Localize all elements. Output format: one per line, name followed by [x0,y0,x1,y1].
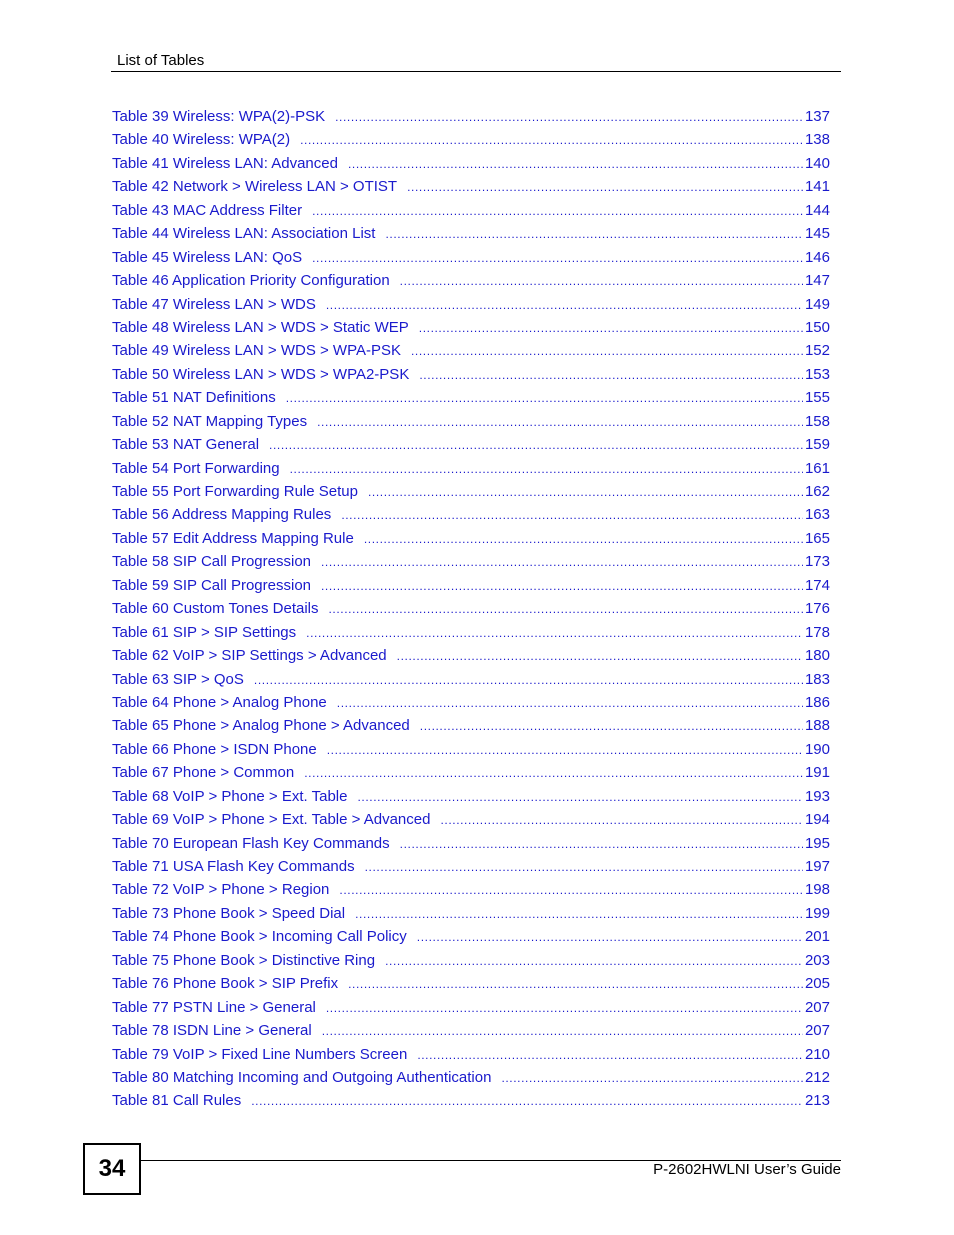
toc-entry[interactable] [112,503,830,526]
toc-entry-page: 150 [804,318,830,336]
toc-entry-page: 137 [804,108,830,125]
toc-entry-label: Table 52 NAT Mapping Types [112,412,308,430]
toc-dot-leader [501,1067,803,1090]
toc-entry-page: 191 [804,764,830,782]
toc-entry-page: 138 [804,131,830,149]
toc-entry-label: Table 45 Wireless LAN: QoS [112,248,303,266]
toc-entry[interactable] [112,644,830,667]
toc-entry[interactable] [112,1019,830,1042]
toc-entry[interactable] [112,246,830,269]
toc-entry-page: 147 [804,272,830,290]
toc-entry-page: 174 [804,576,830,594]
toc-entry-page: 141 [804,178,830,196]
header-divider [111,71,841,72]
toc-entry-page: 197 [804,858,830,875]
toc-entry[interactable] [112,339,830,362]
toc-dot-leader [348,153,803,176]
toc-dot-leader [341,504,803,527]
toc-dot-leader [300,129,803,152]
toc-entry[interactable] [112,527,830,550]
toc-entry-page: 212 [804,1068,830,1086]
toc-dot-leader [407,176,803,199]
page-number-box [83,1143,141,1195]
toc-dot-leader [290,458,803,481]
toc-entry-page: 210 [804,1045,830,1063]
toc-entry-page: 203 [804,951,830,969]
toc-entry-page: 207 [804,1022,830,1040]
toc-entry-page: 146 [804,248,830,266]
toc-entry-page: 205 [804,975,830,993]
toc-dot-leader [385,950,803,973]
toc-entry-page: 152 [804,342,830,360]
toc-dot-leader [269,434,803,457]
running-header-title: List of Tables [117,52,205,69]
page-number: 34 [98,1155,126,1182]
toc-dot-leader [397,645,803,668]
toc-entry-label: Table 64 Phone > Analog Phone [112,693,327,711]
toc-entry[interactable] [112,222,830,245]
toc-entry-label: Table 48 Wireless LAN > WDS > Static WEP [112,318,409,336]
toc-entry-label: Table 46 Application Priority Configuration [112,272,390,290]
toc-dot-leader [400,270,803,293]
toc-entry-label: Table 62 VoIP > SIP Settings > Advanced [112,647,387,665]
toc-dot-leader [348,973,803,996]
toc-entry-label: Table 73 Phone Book > Speed Dial [112,904,346,922]
toc-dot-leader [368,481,803,504]
toc-dot-leader [440,809,803,832]
toc-dot-leader [321,551,803,574]
toc-entry-label: Table 50 Wireless LAN > WDS > WPA2-PSK [112,365,410,383]
toc-entry[interactable] [112,480,830,503]
toc-entry[interactable] [112,808,830,831]
toc-entry[interactable] [112,1043,830,1066]
toc-entry-page: 144 [804,201,830,219]
toc-dot-leader [364,528,803,551]
toc-entry[interactable] [112,410,830,433]
toc-entry-label: Table 40 Wireless: WPA(2) [112,131,291,149]
toc-entry[interactable] [112,855,830,878]
toc-entry-label: Table 43 MAC Address Filter [112,201,303,219]
toc-dot-leader [254,669,803,692]
toc-dot-leader [365,856,803,879]
toc-dot-leader [304,762,803,785]
toc-entry-label: Table 68 VoIP > Phone > Ext. Table [112,787,348,805]
toc-dot-leader [419,317,803,340]
toc-entry-label: Table 59 SIP Call Progression [112,576,311,594]
toc-entry-page: 161 [804,459,830,477]
toc-entry-label: Table 74 Phone Book > Incoming Call Policy [112,928,407,946]
toc-entry-label: Table 72 VoIP > Phone > Region [112,881,330,899]
toc-entry-label: Table 55 Port Forwarding Rule Setup [112,483,358,500]
toc-dot-leader [419,364,803,387]
toc-entry[interactable] [112,316,830,339]
toc-entry-page: 176 [804,600,830,618]
toc-entry[interactable] [112,691,830,714]
toc-dot-leader [355,903,803,926]
toc-entry-label: Table 71 USA Flash Key Commands [112,858,355,875]
toc-entry-page: 195 [804,834,830,852]
toc-entry-label: Table 47 Wireless LAN > WDS [112,295,316,313]
toc-dot-leader [337,692,803,715]
toc-dot-leader [400,833,803,856]
toc-entry[interactable] [112,972,830,995]
toc-entry-page: 158 [804,412,830,430]
toc-entry[interactable] [112,293,830,316]
toc-entry-label: Table 79 VoIP > Fixed Line Numbers Screen [112,1045,408,1063]
table-list [112,105,830,1113]
toc-entry[interactable] [112,668,830,691]
toc-entry[interactable] [112,574,830,597]
toc-dot-leader [420,715,803,738]
toc-entry[interactable] [112,738,830,761]
toc-entry-page: 155 [804,389,830,407]
toc-entry[interactable] [112,949,830,972]
toc-entry-page: 213 [804,1092,830,1110]
toc-dot-leader [312,247,803,270]
toc-entry-page: 162 [804,483,830,500]
toc-entry-page: 190 [804,740,830,758]
toc-entry[interactable] [112,996,830,1019]
toc-dot-leader [322,1020,803,1043]
toc-entry[interactable] [112,597,830,620]
toc-dot-leader [411,340,803,363]
toc-entry-page: 194 [804,811,830,829]
toc-entry[interactable] [112,878,830,901]
toc-entry-page: 183 [804,670,830,688]
toc-entry-page: 153 [804,365,830,383]
toc-entry-page: 173 [804,553,830,571]
toc-dot-leader [317,411,803,434]
toc-entry[interactable] [112,457,830,480]
toc-entry-label: Table 42 Network > Wireless LAN > OTIST [112,178,398,196]
toc-entry-label: Table 78 ISDN Line > General [112,1022,312,1040]
toc-entry[interactable] [112,832,830,855]
toc-entry[interactable] [112,269,830,292]
toc-entry-label: Table 60 Custom Tones Details [112,600,319,618]
toc-entry-page: 207 [804,998,830,1016]
toc-entry[interactable] [112,550,830,573]
toc-entry-label: Table 65 Phone > Analog Phone > Advanced [112,717,410,735]
toc-entry[interactable] [112,433,830,456]
toc-entry-label: Table 54 Port Forwarding [112,459,280,477]
footer-guide-title: P-2602HWLNI User’s Guide [653,1161,841,1178]
toc-entry[interactable] [112,1089,830,1112]
toc-entry-page: 159 [804,436,830,454]
toc-entry-label: Table 67 Phone > Common [112,764,295,782]
toc-entry-label: Table 58 SIP Call Progression [112,553,311,571]
toc-entry-label: Table 66 Phone > ISDN Phone [112,740,317,758]
toc-entry-label: Table 81 Call Rules [112,1092,242,1110]
toc-entry-page: 149 [804,295,830,313]
toc-entry-label: Table 51 NAT Definitions [112,389,276,407]
toc-dot-leader [335,106,803,129]
toc-entry-label: Table 76 Phone Book > SIP Prefix [112,975,339,993]
toc-entry-label: Table 44 Wireless LAN: Association List [112,225,376,243]
toc-entry[interactable] [112,621,830,644]
toc-entry-label: Table 41 Wireless LAN: Advanced [112,154,338,172]
toc-entry-label: Table 63 SIP > QoS [112,670,244,688]
toc-dot-leader [385,223,803,246]
toc-entry-page: 163 [804,506,830,524]
toc-entry-label: Table 53 NAT General [112,436,260,454]
toc-entry-label: Table 75 Phone Book > Distinctive Ring [112,951,376,969]
toc-dot-leader [321,575,803,598]
toc-dot-leader [417,926,803,949]
toc-entry[interactable] [112,761,830,784]
toc-entry-label: Table 39 Wireless: WPA(2)-PSK [112,108,326,125]
toc-entry[interactable] [112,128,830,151]
toc-entry-page: 140 [804,154,830,172]
toc-entry[interactable] [112,199,830,222]
toc-dot-leader [327,739,803,762]
toc-entry-label: Table 80 Matching Incoming and Outgoing Authentication [112,1068,492,1086]
toc-dot-leader [339,879,803,902]
toc-dot-leader [326,997,803,1020]
toc-entry-label: Table 56 Address Mapping Rules [112,506,332,524]
toc-entry-label: Table 57 Edit Address Mapping Rule [112,529,354,547]
toc-entry[interactable] [112,175,830,198]
toc-entry[interactable] [112,902,830,925]
toc-dot-leader [312,200,803,223]
toc-dot-leader [357,786,803,809]
toc-entry-page: 186 [804,693,830,711]
toc-entry-page: 145 [804,225,830,243]
toc-entry[interactable] [112,1066,830,1089]
toc-dot-leader [417,1044,803,1067]
toc-entry[interactable] [112,105,830,128]
toc-entry[interactable] [112,785,830,808]
toc-entry-page: 178 [804,623,830,641]
toc-entry-label: Table 49 Wireless LAN > WDS > WPA-PSK [112,342,401,360]
toc-dot-leader [251,1090,803,1113]
toc-entry[interactable] [112,925,830,948]
toc-entry-page: 199 [804,904,830,922]
toc-entry-page: 201 [804,928,830,946]
toc-entry-label: Table 70 European Flash Key Commands [112,834,390,852]
toc-entry-page: 188 [804,717,830,735]
toc-dot-leader [306,622,803,645]
toc-entry-page: 193 [804,787,830,805]
toc-dot-leader [329,598,803,621]
toc-entry-label: Table 61 SIP > SIP Settings [112,623,297,641]
toc-entry-label: Table 69 VoIP > Phone > Ext. Table > Advanced [112,811,431,829]
toc-dot-leader [326,294,803,317]
toc-entry[interactable] [112,152,830,175]
toc-entry[interactable] [112,714,830,737]
toc-entry-page: 198 [804,881,830,899]
toc-entry-page: 165 [804,529,830,547]
toc-entry[interactable] [112,386,830,409]
toc-entry-label: Table 77 PSTN Line > General [112,998,316,1016]
toc-entry-page: 180 [804,647,830,665]
toc-entry[interactable] [112,363,830,386]
toc-dot-leader [286,387,803,410]
